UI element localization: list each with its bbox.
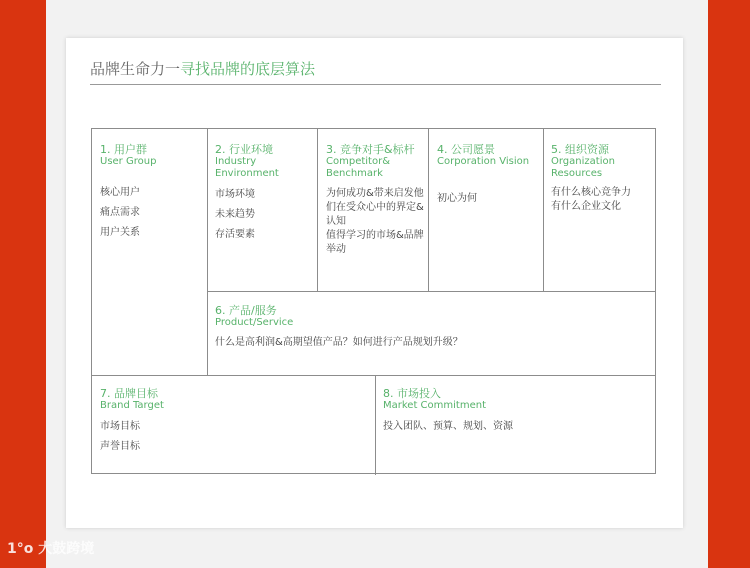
divider-col-2 <box>317 129 318 291</box>
cell-heading: 4. 公司愿景 <box>437 143 495 156</box>
divider-bottom-mid <box>375 375 376 475</box>
watermark-logo: 1°o 大鼓跨境 <box>7 541 95 557</box>
list-item: 用户关系 <box>100 227 140 238</box>
list-item: 声誉目标 <box>100 441 140 452</box>
cell-heading: 3. 竞争对手&标杆 <box>326 143 415 156</box>
title-main: 品牌生命力一 <box>90 60 181 78</box>
divider-bottom-row <box>92 375 656 376</box>
cell-english: Market Commitment <box>383 400 486 411</box>
cell-english: Industry Environment <box>215 156 279 179</box>
canvas-grid <box>91 128 656 474</box>
title-highlight: 寻找品牌的底层算法 <box>180 60 316 78</box>
cell-english: Brand Target <box>100 400 164 411</box>
list-item: 投入团队、预算、规划、资源 <box>383 421 513 432</box>
list-item: 市场环境 <box>215 189 255 200</box>
divider-col-3 <box>428 129 429 291</box>
cell-english: Corporation Vision <box>437 156 530 167</box>
cell-market <box>383 387 648 437</box>
cell-competitor <box>326 143 424 257</box>
cell-heading: 7. 品牌目标 <box>100 387 158 400</box>
list-item: 痛点需求 <box>100 207 140 218</box>
list-item: 有什么企业文化 <box>551 201 621 212</box>
list-item: 市场目标 <box>100 421 140 432</box>
cell-heading: 2. 行业环境 <box>215 143 273 156</box>
cell-heading: 6. 产品/服务 <box>215 304 277 317</box>
left-red-band <box>0 0 46 568</box>
cell-english: Product/Service <box>215 317 294 328</box>
cell-english: User Group <box>100 156 157 167</box>
cell-english: Competitor& Benchmark <box>326 156 390 179</box>
cell-heading: 5. 组织资源 <box>551 143 609 156</box>
list-item: 值得学习的市场&品牌举动 <box>326 230 424 255</box>
list-item: 存活要素 <box>215 229 255 240</box>
cell-product <box>215 304 645 353</box>
page-title <box>90 58 315 79</box>
diagram-card <box>66 38 683 528</box>
cell-heading: 1. 用户群 <box>100 143 147 156</box>
divider-col-4 <box>543 129 544 291</box>
cell-user-group <box>100 143 200 243</box>
list-item: 核心用户 <box>100 187 140 198</box>
divider-col-1 <box>207 129 208 375</box>
cell-heading: 8. 市场投入 <box>383 387 441 400</box>
title-divider <box>90 84 661 85</box>
cell-brand-target <box>100 387 370 457</box>
list-item: 有什么核心竞争力 <box>551 187 631 198</box>
list-item: 为何成功&带来启发他们在受众心中的界定&认知 <box>326 188 424 227</box>
cell-industry <box>215 143 305 245</box>
divider-top-row <box>207 291 656 292</box>
list-item: 未来趋势 <box>215 209 255 220</box>
cell-english: Organization Resources <box>551 156 615 179</box>
cell-resources <box>551 143 651 214</box>
list-item: 初心为何 <box>437 193 477 204</box>
list-item: 什么是高利润&高期望值产品？如何进行产品规划升级？ <box>215 337 463 348</box>
right-red-band <box>708 0 750 568</box>
cell-vision <box>437 143 541 209</box>
